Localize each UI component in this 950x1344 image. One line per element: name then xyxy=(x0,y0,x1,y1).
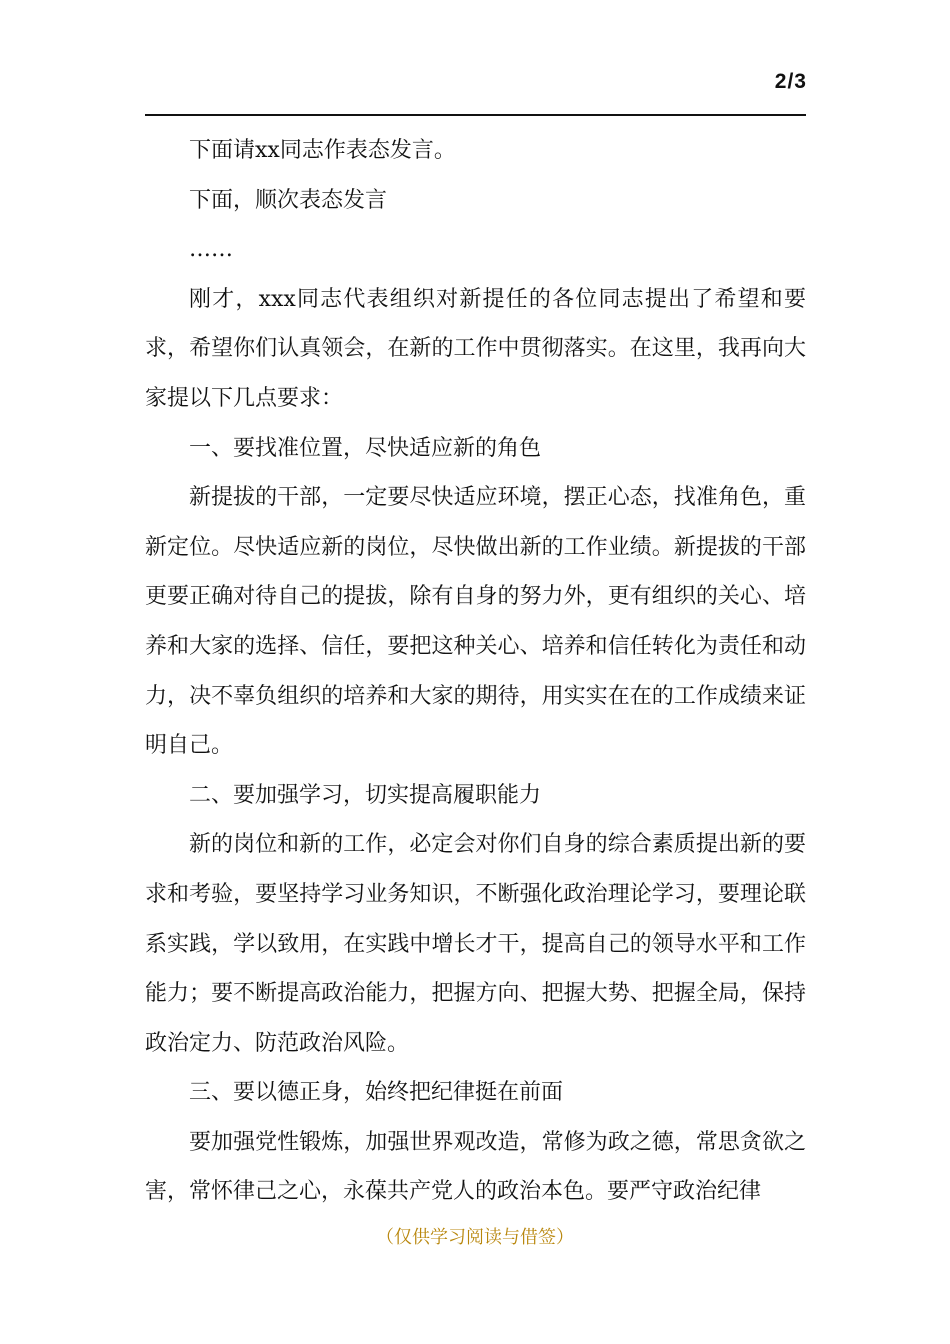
section-heading: 二、要加强学习，切实提高履职能力 xyxy=(189,782,542,808)
paragraph: 下面，顺次表态发言 xyxy=(189,187,388,213)
paragraph: 新的岗位和新的工作，必定会对你们自身的综合素质提出新的要求和考验，要坚持学习业务知识，不断强化政治理论学习，要理论联系实践，学以致用，在实践中增长才干，提高自己的领导水平和工作能力；要不断提高政治能力，把握方向、把握大势、把握全局，保持政治定力、防范政治风险。 xyxy=(145,832,806,1056)
footer-note: （仅供学习阅读与借签） xyxy=(376,1227,574,1248)
document-body xyxy=(145,126,806,1217)
paragraph: 要加强党性锻炼，加强世界观改造，常修为政之德，常思贪欲之害，常怀律己之心，永葆共产党人的政治本色。要严守政治纪律 xyxy=(145,1129,806,1205)
page-number: 2/3 xyxy=(774,70,807,93)
paragraph: …… xyxy=(189,237,233,263)
paragraph: 刚才，xxx同志代表组织对新提任的各位同志提出了希望和要求，希望你们认真领会，在新的工作中贯彻落实。在这里，我再向大家提以下几点要求： xyxy=(145,286,806,411)
paragraph: 新提拔的干部，一定要尽快适应环境，摆正心态，找准角色，重新定位。尽快适应新的岗位，尽快做出新的工作业绩。新提拔的干部更要正确对待自己的提拔，除有自身的努力外，更有组织的关心、培养和大家的选择、信任，要把这种关心、培养和信任转化为责任和动力，决不辜负组织的培养和大家的期待，用实实在在的工作成绩来证明自己。 xyxy=(145,485,806,759)
paragraph: 下面请xx同志作表态发言。 xyxy=(189,138,456,163)
header-rule xyxy=(145,114,806,116)
section-heading: 三、要以德正身，始终把纪律挺在前面 xyxy=(189,1080,564,1106)
section-heading: 一、要找准位置，尽快适应新的角色 xyxy=(189,435,542,461)
